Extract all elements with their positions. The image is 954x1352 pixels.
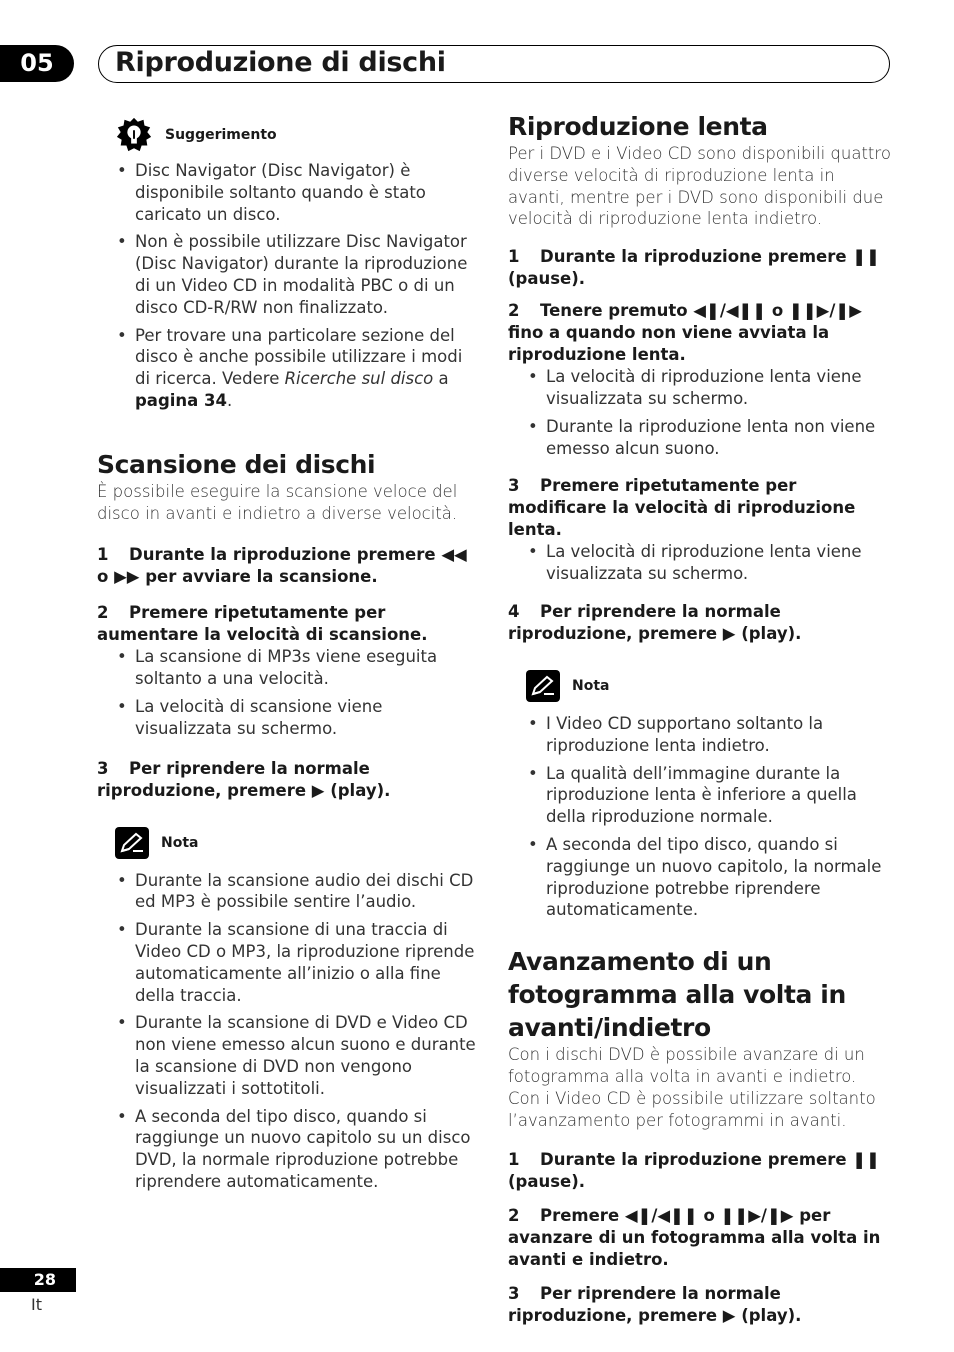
note-list [508,713,893,921]
frame-intro: Con i dischi DVD è possibile avanzare di un fotogramma alla volta in avanti e indietro. Con i Video CD è possibile utilizzare soltanto l’avanzamento per fotogrammi in avanti. [508,1045,876,1130]
step-1 [97,544,482,588]
left-column [97,118,482,1193]
step-text: Durante la riproduzione premere ◀◀ o ▶▶ per avviare la scansione. [97,545,467,587]
pencil-icon [115,827,149,859]
scan-intro: È possibile eseguire la scansione veloce del disco in avanti e indietro a diverse velocità. [97,481,458,523]
step-2-bullets [97,646,482,739]
step-text: Durante la riproduzione premere ❚❚ (pause). [508,247,880,289]
list-item: • Durante la scansione di una traccia di Video CD o MP3, la riproduzione riprende automaticamente all’inizio o alla fine della traccia. [97,919,482,1006]
list-item: • Disc Navigator (Disc Navigator) è disponibile soltanto quando è stato caricato un disco. [97,160,482,225]
step-number: 2 [97,603,109,623]
list-item: • Durante la scansione audio dei dischi CD ed MP3 è possibile sentire l’audio. [97,870,482,914]
step-text: Premere ripetutamente per aumentare la velocità di scansione. [97,603,428,645]
list-item: • La velocità di riproduzione lenta viene visualizzata su schermo. [508,541,893,585]
step-1 [508,1149,893,1193]
pencil-icon [526,670,560,702]
list-item: • La velocità di riproduzione lenta viene visualizzata su schermo. [508,366,893,410]
step-3-bullets [508,541,893,585]
step-3 [508,475,893,541]
slow-intro: Per i DVD e i Video CD sono disponibili quattro diverse velocità di riproduzione lenta in avanti, mentre per i DVD sono disponibili due velocità di riproduzione lenta indietro. [508,144,891,229]
section-heading-slow: Riproduzione lenta [508,112,768,141]
list-item: • A seconda del tipo disco, quando si raggiunge un nuovo capitolo su un disco DVD, la normale riproduzione potrebbe riprendere automaticamente. [97,1106,482,1193]
note-list [97,870,482,1193]
tip-text: a [433,369,449,389]
note-header [508,669,893,703]
tip-header [97,118,482,152]
step-text: Per riprendere la normale riproduzione, premere ▶ (play). [508,601,802,643]
step-text: Premere ripetutamente per modificare la velocità di riproduzione lenta. [508,476,856,540]
step-2-bullets [508,366,893,459]
step-text: Tenere premuto ◀❚/◀❚❚ o ❚❚▶/❚▶ fino a quando non viene avviata la riproduzione lenta. [508,301,862,365]
step-3 [508,1283,893,1327]
step-number: 3 [508,1284,520,1304]
note-header [97,826,482,860]
list-item: • A seconda del tipo disco, quando si raggiunge un nuovo capitolo, la normale riproduzione potrebbe riprendere automaticamente. [508,834,893,921]
list-item [97,325,482,412]
list-item: • La velocità di scansione viene visualizzata su schermo. [97,696,482,740]
list-item: • La scansione di MP3s viene eseguita soltanto a una velocità. [97,646,482,690]
step-number: 1 [97,545,109,565]
cross-reference: Ricerche sul disco [284,369,434,389]
language-code: It [31,1295,42,1314]
tip-text: Per trovare una particolare sezione del disco è anche possibile utilizzare i modi di ricerca. Vedere [135,325,463,389]
step-text: Durante la riproduzione premere ❚❚ (pause). [508,1150,880,1192]
step-number: 1 [508,1150,520,1170]
list-item: • Durante la riproduzione lenta non viene emesso alcun suono. [508,416,893,460]
chapter-number-badge: 05 [0,45,74,82]
section-heading-scan: Scansione dei dischi [97,449,376,479]
list-item: • I Video CD supportano soltanto la riproduzione lenta indietro. [508,713,893,757]
tip-text: . [227,390,233,410]
note-label: Nota [572,677,610,694]
list-item: • Non è possibile utilizzare Disc Navigator (Disc Navigator) durante la riproduzione di un Video CD in modalità PBC o di un disco CD-R/RW non finalizzato. [97,231,482,318]
step-text: Per riprendere la normale riproduzione, premere ▶ (play). [508,1284,802,1326]
step-text: Per riprendere la normale riproduzione, premere ▶ (play). [97,758,391,800]
tip-list [97,160,482,412]
page-reference: pagina 34 [135,390,227,410]
step-number: 2 [508,301,520,321]
lightbulb-icon [115,116,153,154]
step-number: 2 [508,1206,520,1226]
step-text: Premere ◀❚/◀❚❚ o ❚❚▶/❚▶ per avanzare di un fotogramma alla volta in avanti e indietro. [508,1206,881,1270]
list-item: • La qualità dell’immagine durante la riproduzione lenta è inferiore a quella della riproduzione normale. [508,763,893,828]
note-label: Nota [161,834,199,851]
step-number: 4 [508,601,520,621]
step-2 [508,300,893,366]
step-2 [97,602,482,646]
step-1 [508,246,893,290]
step-number: 1 [508,247,520,267]
tip-label: Suggerimento [165,127,277,143]
list-item: • Durante la scansione di DVD e Video CD non viene emesso alcun suono e durante la scansione di DVD non vengono visualizzati i sottotitoli. [97,1012,482,1099]
step-3 [97,758,482,802]
page-number-badge: 28 [0,1268,76,1292]
step-4 [508,601,893,645]
section-heading-frame: Avanzamento di un fotogramma alla volta in avanti/indietro [508,947,846,1043]
step-number: 3 [97,758,109,778]
right-column [508,110,893,1327]
step-number: 3 [508,476,520,496]
chapter-title: Riproduzione di dischi [115,47,446,78]
step-2 [508,1205,893,1271]
